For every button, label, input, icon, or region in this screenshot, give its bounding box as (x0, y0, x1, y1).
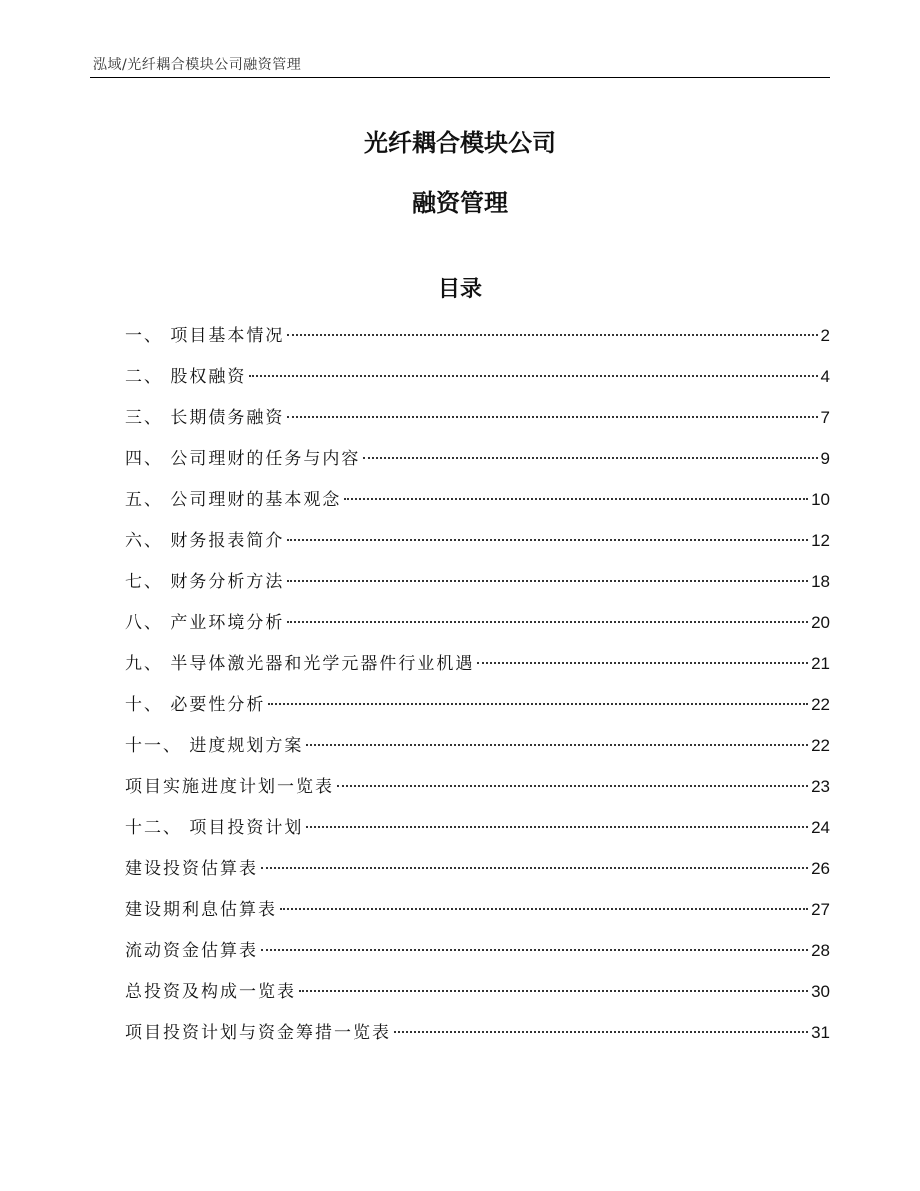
toc-entry-page: 28 (811, 941, 830, 960)
toc-entry[interactable] (125, 854, 830, 895)
toc-entry-page: 7 (820, 408, 830, 427)
toc-entry-label: 流动资金估算表 (125, 941, 258, 961)
toc-entry-label: 建设投资估算表 (125, 859, 258, 879)
toc-leader-dots (268, 703, 808, 705)
toc-leader-dots (287, 539, 808, 541)
toc-leader-dots (363, 457, 817, 459)
toc-entry[interactable] (125, 444, 830, 485)
toc-leader-dots (299, 990, 808, 992)
toc-entry-label: 三、 长期债务融资 (125, 408, 285, 428)
toc-entry-label: 五、 公司理财的基本观念 (125, 490, 342, 510)
toc-entry-page: 4 (820, 367, 830, 386)
toc-leader-dots (306, 744, 808, 746)
toc-leader-dots (287, 416, 817, 418)
toc-entry[interactable] (125, 485, 830, 526)
toc-entry-label: 一、 项目基本情况 (125, 326, 285, 346)
toc-entry-page: 22 (811, 695, 830, 714)
toc-entry[interactable] (125, 1018, 830, 1059)
toc-entry-page: 12 (811, 531, 830, 550)
toc-entry[interactable] (125, 731, 830, 772)
toc-entry-label: 二、 股权融资 (125, 367, 247, 387)
toc-entry[interactable] (125, 895, 830, 936)
toc-entry[interactable] (125, 936, 830, 977)
toc-entry-page: 9 (820, 449, 830, 468)
toc-heading: 目录 (437, 277, 482, 302)
toc-entry-page: 31 (811, 1023, 830, 1042)
document-subtitle: 融资管理 (412, 189, 508, 217)
toc-entry-label: 项目投资计划与资金筹措一览表 (125, 1023, 391, 1043)
toc-leader-dots (287, 580, 808, 582)
toc-leader-dots (337, 785, 808, 787)
toc-entry-label: 总投资及构成一览表 (125, 982, 296, 1002)
toc-leader-dots (287, 334, 817, 336)
toc-entry[interactable] (125, 403, 830, 444)
toc-entry-label: 十二、 项目投资计划 (125, 818, 304, 838)
toc-entry[interactable] (125, 977, 830, 1018)
toc-leader-dots (344, 498, 808, 500)
toc-entry-page: 23 (811, 777, 830, 796)
toc-leader-dots (287, 621, 808, 623)
running-header: 泓域/光纤耦合模块公司融资管理 (93, 57, 302, 73)
toc-entry-label: 七、 财务分析方法 (125, 572, 285, 592)
toc-entry-label: 十一、 进度规划方案 (125, 736, 304, 756)
toc-entry[interactable] (125, 813, 830, 854)
toc-leader-dots (261, 949, 808, 951)
toc-entry-page: 2 (820, 326, 830, 345)
toc-entry[interactable] (125, 608, 830, 649)
toc-entry-page: 10 (811, 490, 830, 509)
toc-entry-page: 22 (811, 736, 830, 755)
toc-entry-label: 八、 产业环境分析 (125, 613, 285, 633)
toc-entry-label: 四、 公司理财的任务与内容 (125, 449, 361, 469)
toc-entry[interactable] (125, 649, 830, 690)
toc-entry-page: 30 (811, 982, 830, 1001)
toc-entry-page: 27 (811, 900, 830, 919)
toc-entry-page: 26 (811, 859, 830, 878)
toc-leader-dots (394, 1031, 808, 1033)
toc-entry-label: 六、 财务报表简介 (125, 531, 285, 551)
toc-entry-label: 十、 必要性分析 (125, 695, 266, 715)
toc-entry-label: 九、 半导体激光器和光学元器件行业机遇 (125, 654, 475, 674)
toc-entry-page: 21 (811, 654, 830, 673)
toc-entry-label: 项目实施进度计划一览表 (125, 777, 334, 797)
toc-entry[interactable] (125, 690, 830, 731)
toc-leader-dots (306, 826, 808, 828)
toc-entry[interactable] (125, 362, 830, 403)
toc-leader-dots (280, 908, 808, 910)
toc-entry-page: 24 (811, 818, 830, 837)
toc-entry[interactable] (125, 567, 830, 608)
toc-leader-dots (477, 662, 808, 664)
toc-entry-label: 建设期利息估算表 (125, 900, 277, 920)
toc-entry-page: 18 (811, 572, 830, 591)
toc-leader-dots (261, 867, 808, 869)
toc-entry-page: 20 (811, 613, 830, 632)
toc-entry[interactable] (125, 526, 830, 567)
toc-entry[interactable] (125, 772, 830, 813)
toc-entry[interactable] (125, 321, 830, 362)
header-divider (90, 77, 830, 78)
document-title: 光纤耦合模块公司 (364, 129, 556, 157)
table-of-contents (125, 321, 830, 1059)
toc-leader-dots (249, 375, 817, 377)
